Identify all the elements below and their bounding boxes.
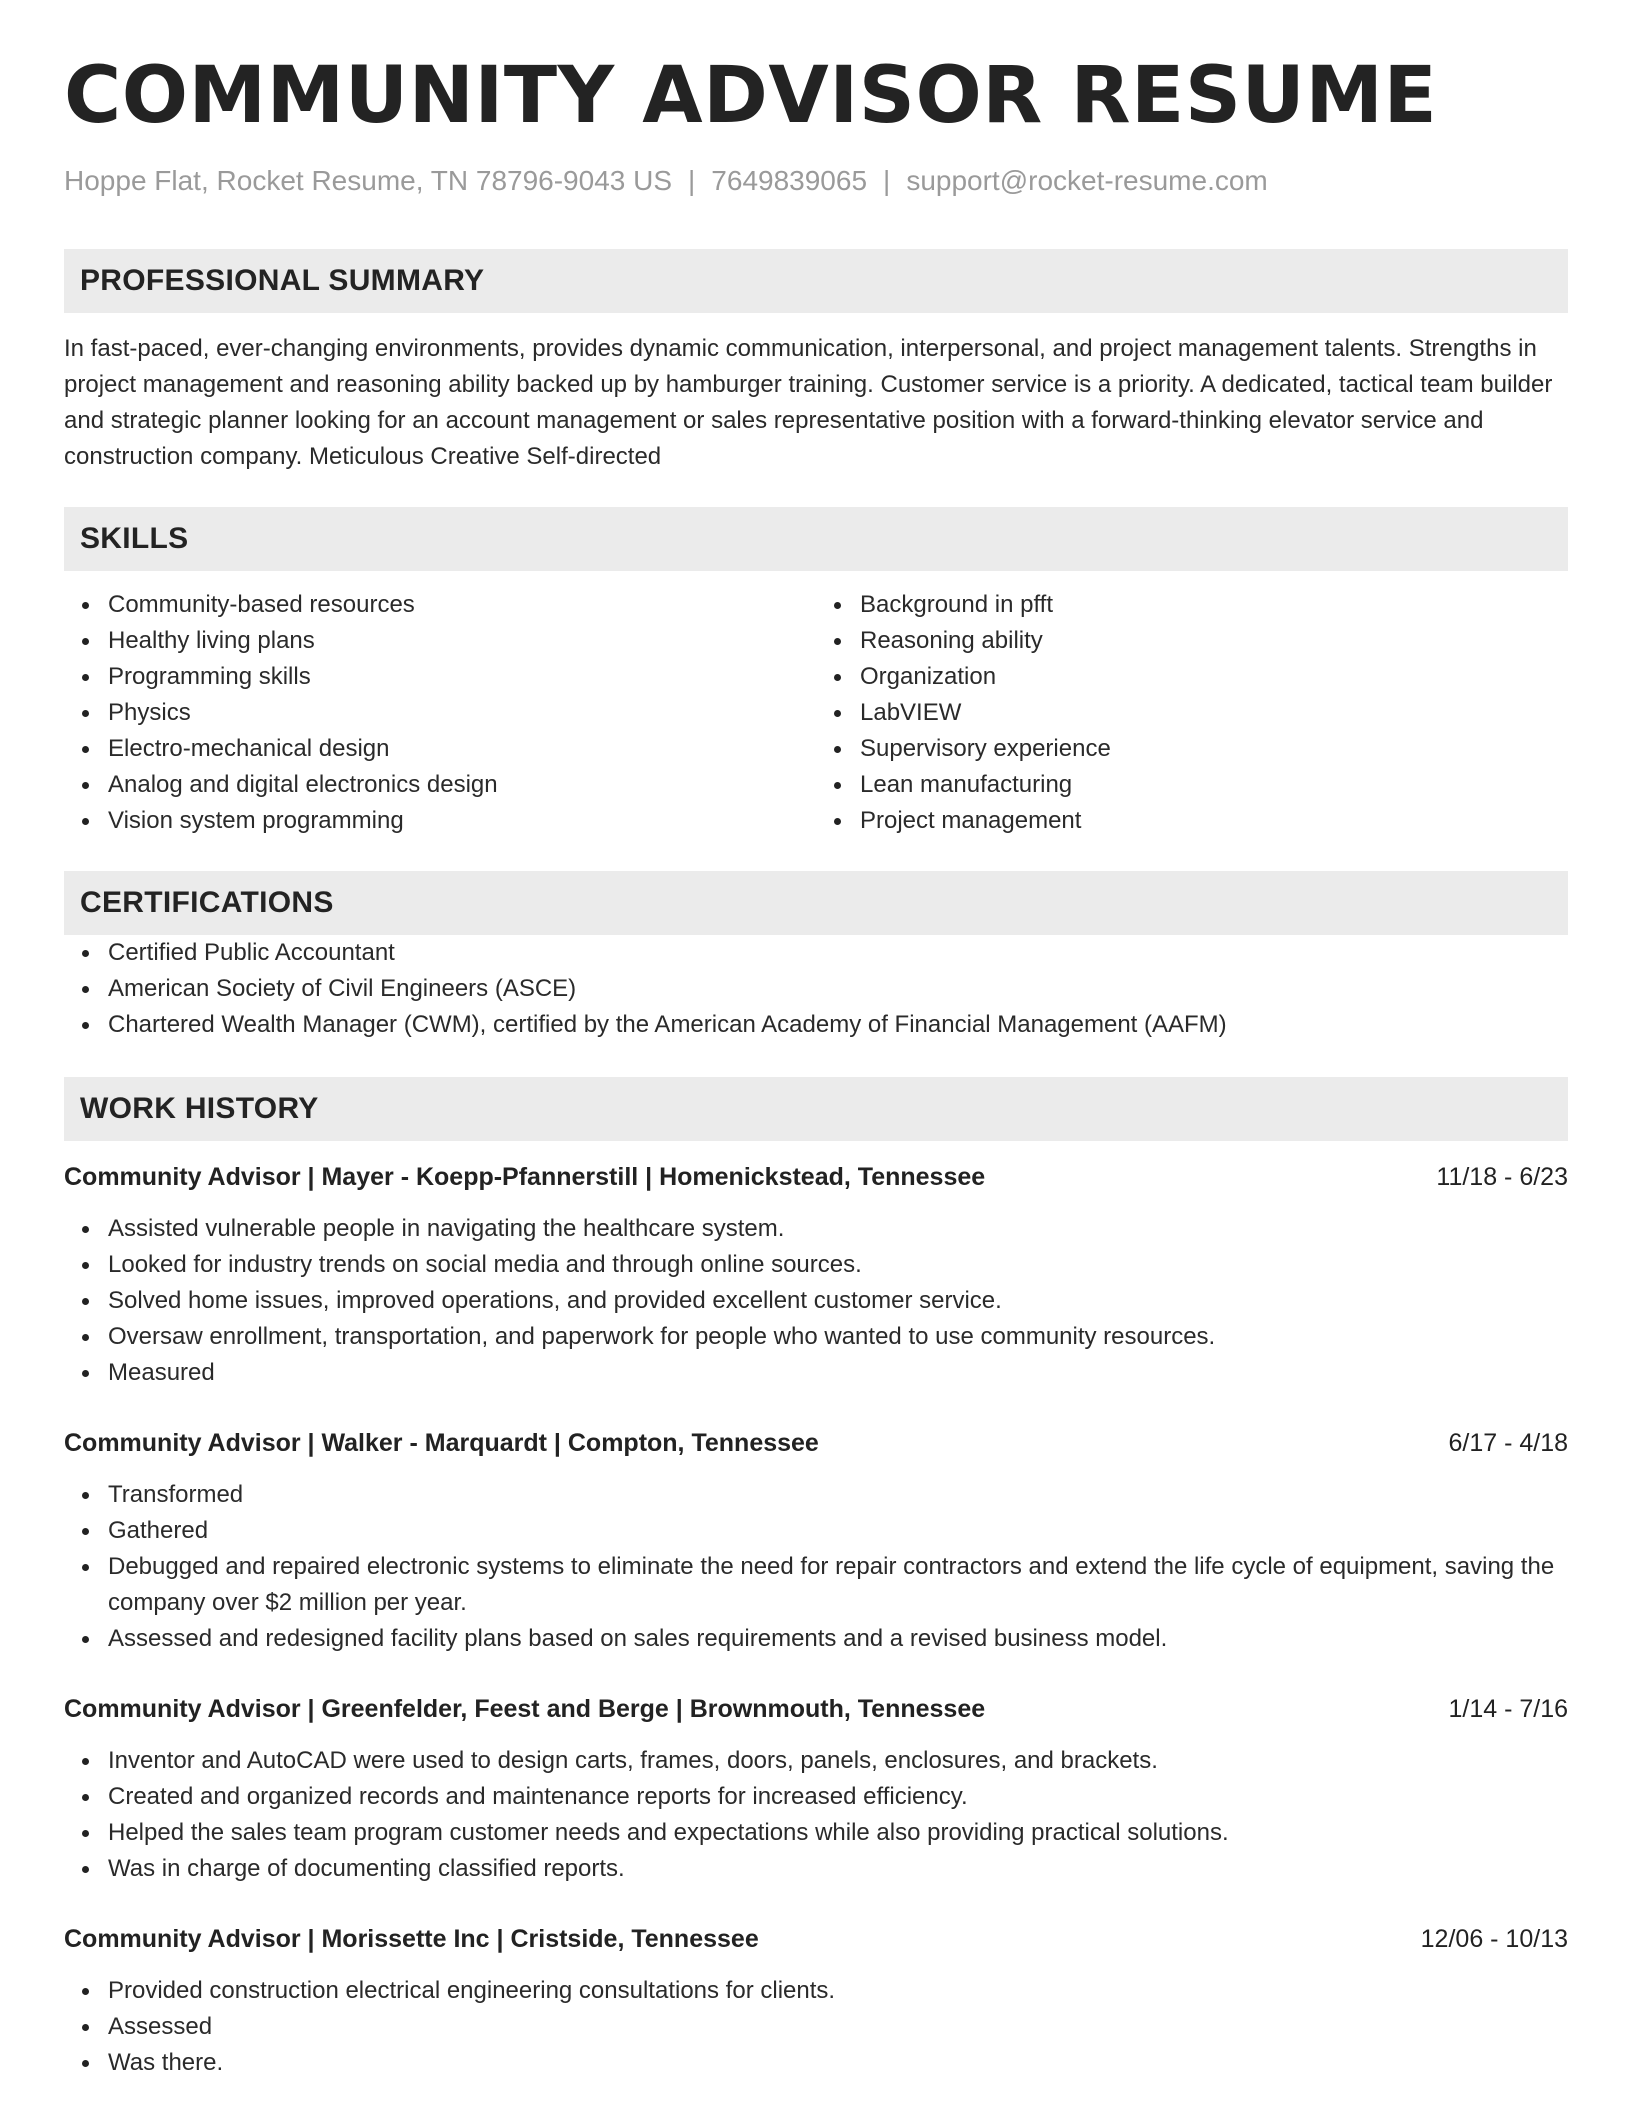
skill-item: Project management — [860, 803, 1568, 839]
work-history-section — [64, 1077, 1568, 2081]
skills-grid — [64, 587, 1568, 839]
skill-item: Electro-mechanical design — [108, 731, 816, 767]
certifications-section — [64, 871, 1568, 1043]
skills-column-left — [64, 587, 816, 839]
certifications-list — [64, 935, 1568, 1043]
job-bullet: Debugged and repaired electronic systems to eliminate the need for repair contractors and extend the life cycle of equipment, saving the company over $2 million per year. — [108, 1549, 1568, 1621]
skill-item: Lean manufacturing — [860, 767, 1568, 803]
job-bullet: Measured — [108, 1355, 1568, 1391]
skills-section — [64, 507, 1568, 839]
skills-list-right — [816, 587, 1568, 839]
job-entry — [64, 1691, 1568, 1887]
job-title: Community Advisor | Greenfelder, Feest and Berge | Brownmouth, Tennessee — [64, 1695, 986, 1724]
contact-email: support@rocket-resume.com — [906, 164, 1268, 196]
job-header — [64, 1425, 1568, 1461]
job-bullet: Transformed — [108, 1477, 1568, 1513]
certifications-heading: CERTIFICATIONS — [64, 871, 1568, 935]
summary-heading: PROFESSIONAL SUMMARY — [64, 249, 1568, 313]
skill-item: Vision system programming — [108, 803, 816, 839]
job-header — [64, 1921, 1568, 1957]
job-bullet: Provided construction electrical engineering consultations for clients. — [108, 1973, 1568, 2009]
skills-list-left — [64, 587, 816, 839]
resume-title: COMMUNITY ADVISOR RESUME — [64, 51, 1438, 141]
job-bullets — [64, 1211, 1568, 1391]
job-entry — [64, 1921, 1568, 2081]
job-entry — [64, 1159, 1568, 1391]
job-title: Community Advisor | Mayer - Koepp-Pfannerstill | Homenickstead, Tennessee — [64, 1163, 986, 1192]
job-entry — [64, 1425, 1568, 1657]
job-bullet: Gathered — [108, 1513, 1568, 1549]
skills-heading: SKILLS — [64, 507, 1568, 571]
job-bullet: Was there. — [108, 2045, 1568, 2081]
skills-column-right — [816, 587, 1568, 839]
contact-line — [64, 164, 1568, 198]
certification-item: Certified Public Accountant — [108, 935, 1568, 971]
job-bullet: Assessed and redesigned facility plans based on sales requirements and a revised business model. — [108, 1621, 1568, 1657]
summary-section — [64, 249, 1568, 475]
skill-item: Organization — [860, 659, 1568, 695]
job-dates: 1/14 - 7/16 — [1448, 1695, 1568, 1724]
job-bullet: Assisted vulnerable people in navigating the healthcare system. — [108, 1211, 1568, 1247]
skill-item: Physics — [108, 695, 816, 731]
skill-item: LabVIEW — [860, 695, 1568, 731]
job-bullet: Solved home issues, improved operations, and provided excellent customer service. — [108, 1283, 1568, 1319]
job-header — [64, 1691, 1568, 1727]
contact-separator: | — [883, 164, 891, 196]
job-bullet: Oversaw enrollment, transportation, and paperwork for people who wanted to use community resources. — [108, 1319, 1568, 1355]
job-bullet: Created and organized records and maintenance reports for increased efficiency. — [108, 1779, 1568, 1815]
summary-text: In fast-paced, ever-changing environments, provides dynamic communication, interpersonal, and project management talents. Strengths in project management and reasoning ability backed up by hamburger training. Customer service is a priority. A dedicated, tactical team builder and strategic planner looking for an account management or sales representative position with a forward-thinking elevator service and construction company. Meticulous Creative Self-directed — [64, 335, 1553, 471]
skill-item: Analog and digital electronics design — [108, 767, 816, 803]
job-dates: 11/18 - 6/23 — [1436, 1163, 1568, 1192]
contact-address: Hoppe Flat, Rocket Resume, TN 78796-9043 US — [64, 164, 673, 196]
job-dates: 12/06 - 10/13 — [1420, 1925, 1568, 1954]
job-bullets — [64, 1477, 1568, 1657]
job-bullet: Looked for industry trends on social media and through online sources. — [108, 1247, 1568, 1283]
job-bullets — [64, 1973, 1568, 2081]
job-bullet: Was in charge of documenting classified reports. — [108, 1851, 1568, 1887]
job-bullet: Inventor and AutoCAD were used to design carts, frames, doors, panels, enclosures, and brackets. — [108, 1743, 1568, 1779]
contact-phone: 7649839065 — [711, 164, 868, 196]
certification-item: Chartered Wealth Manager (CWM), certified by the American Academy of Financial Management (AAFM) — [108, 1007, 1568, 1043]
skill-item: Background in pfft — [860, 587, 1568, 623]
job-dates: 6/17 - 4/18 — [1448, 1429, 1568, 1458]
job-title: Community Advisor | Morissette Inc | Cristside, Tennessee — [64, 1925, 759, 1954]
skill-item: Programming skills — [108, 659, 816, 695]
job-header — [64, 1159, 1568, 1195]
skill-item: Supervisory experience — [860, 731, 1568, 767]
contact-separator: | — [688, 164, 696, 196]
skill-item: Community-based resources — [108, 587, 816, 623]
job-title: Community Advisor | Walker - Marquardt | Compton, Tennessee — [64, 1429, 819, 1458]
job-bullet: Assessed — [108, 2009, 1568, 2045]
job-bullets — [64, 1743, 1568, 1887]
skill-item: Reasoning ability — [860, 623, 1568, 659]
skill-item: Healthy living plans — [108, 623, 816, 659]
certification-item: American Society of Civil Engineers (ASCE) — [108, 971, 1568, 1007]
job-bullet: Helped the sales team program customer needs and expectations while also providing practical solutions. — [108, 1815, 1568, 1851]
work-history-heading: WORK HISTORY — [64, 1077, 1568, 1141]
